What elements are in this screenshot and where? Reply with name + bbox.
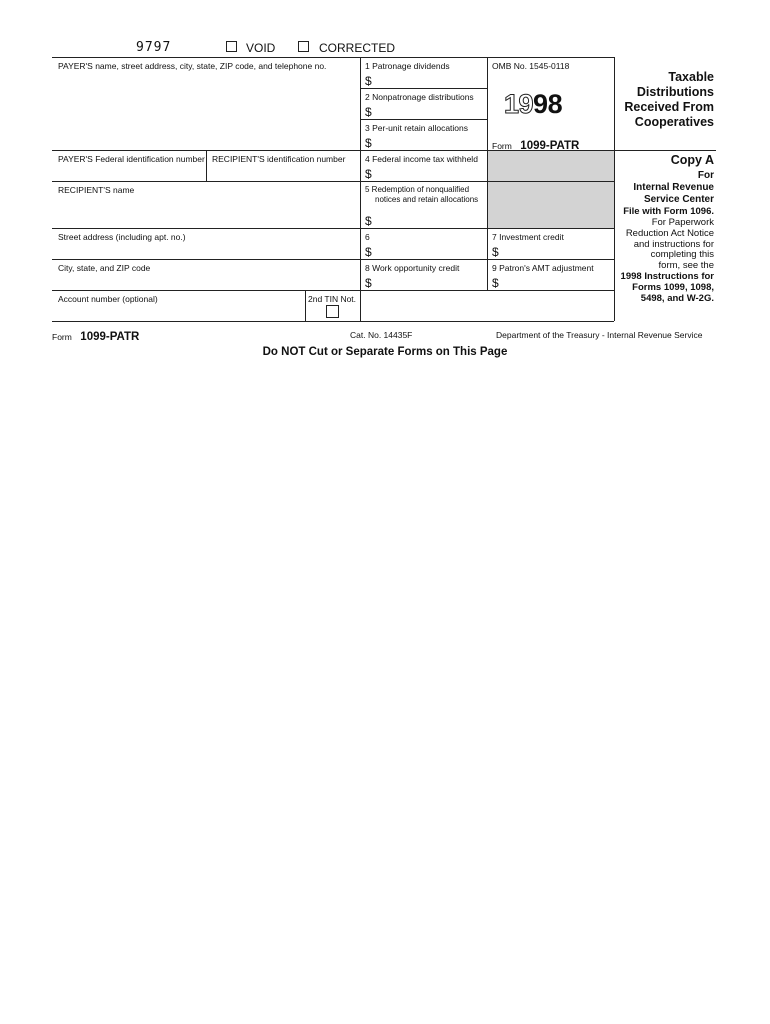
box1-dollar: $ — [365, 74, 372, 88]
recipient-name-field[interactable] — [53, 196, 359, 227]
form-title-line3: Received From — [624, 100, 714, 114]
box4-dollar: $ — [365, 167, 372, 181]
street-address-field[interactable] — [53, 243, 359, 258]
recipient-id-field[interactable] — [207, 165, 359, 180]
street-address-label: Street address (including apt. no.) — [58, 232, 186, 242]
box2-amount-field[interactable] — [378, 103, 486, 118]
form-title-line2: Distributions — [636, 85, 714, 99]
account-number-field[interactable] — [53, 305, 304, 320]
box6-amount-field[interactable] — [378, 243, 486, 258]
box7-label: 7 Investment credit — [492, 232, 564, 242]
payer-id-label: PAYER'S Federal identification number — [58, 154, 205, 164]
box5-amount-field[interactable] — [378, 210, 486, 227]
box3-dollar: $ — [365, 136, 372, 150]
notice-line6: 1998 Instructions for — [620, 270, 714, 282]
second-tin-label: 2nd TIN Not. — [308, 294, 357, 304]
box1-amount-field[interactable] — [378, 72, 486, 87]
form-name: 1099-PATR — [520, 140, 580, 152]
void-checkbox[interactable] — [226, 41, 237, 52]
payer-name-field[interactable] — [53, 72, 359, 149]
catalog-number: Cat. No. 14435F — [350, 330, 413, 340]
box9-amount-field[interactable] — [505, 274, 613, 289]
box9-label: 9 Patron's AMT adjustment — [492, 263, 594, 273]
shaded-area-box4 — [488, 151, 614, 181]
do-not-cut-notice: Do NOT Cut or Separate Forms on This Page — [262, 346, 508, 358]
form-code: 9797 — [136, 40, 172, 55]
payer-id-field[interactable] — [53, 165, 205, 180]
account-number-label: Account number (optional) — [58, 294, 158, 304]
box4-amount-field[interactable] — [378, 165, 486, 180]
notice-line1: For Paperwork — [651, 217, 714, 228]
form-title-line4: Cooperatives — [634, 115, 714, 129]
city-state-zip-label: City, state, and ZIP code — [58, 263, 151, 273]
box6-label: 6 — [365, 232, 370, 242]
box5-label-line1: 5 Redemption of nonqualified — [365, 185, 470, 194]
tax-year-bold: 98 — [533, 89, 563, 119]
notice-line2: Reduction Act Notice — [625, 227, 714, 239]
notice-line7: Forms 1099, 1098, — [632, 281, 714, 293]
corrected-label: CORRECTED — [319, 41, 396, 55]
recipient-name-label: RECIPIENT'S name — [58, 185, 135, 195]
box2-dollar: $ — [365, 105, 372, 119]
form-word: Form — [492, 141, 512, 151]
notice-line5: form, see the — [658, 260, 714, 272]
form-title — [590, 70, 714, 130]
box1-label: 1 Patronage dividends — [365, 61, 450, 71]
box3-amount-field[interactable] — [378, 134, 486, 149]
footer-form-name: 1099-PATR — [80, 331, 140, 343]
irs-line2: Service Center — [643, 194, 714, 205]
form-designation — [492, 136, 579, 154]
box9-dollar: $ — [492, 276, 499, 290]
footer-form-designation — [52, 327, 139, 345]
shaded-area-box5 — [488, 182, 614, 228]
notice-line4: completing this — [650, 249, 714, 261]
recipient-id-label: RECIPIENT'S identification number — [212, 154, 346, 164]
box2-label: 2 Nonpatronage distributions — [365, 92, 474, 102]
omb-number: OMB No. 1545-0118 — [492, 61, 570, 71]
city-state-zip-field[interactable] — [53, 274, 359, 289]
file-with-label: File with Form 1096. — [623, 206, 714, 217]
for-label: For — [697, 170, 714, 181]
box4-label: 4 Federal income tax withheld — [365, 154, 478, 164]
box5-dollar: $ — [365, 214, 372, 228]
notice-line8: 5498, and W-2G. — [640, 292, 714, 304]
box6-dollar: $ — [365, 245, 372, 259]
irs-line1: Internal Revenue — [633, 182, 714, 193]
notice-line3: and instructions for — [633, 238, 714, 250]
void-label: VOID — [246, 41, 276, 55]
box7-amount-field[interactable] — [505, 243, 613, 258]
copy-a-instructions — [610, 170, 714, 304]
department-label: Department of the Treasury - Internal Revenue Service — [496, 330, 703, 340]
box3-label: 3 Per-unit retain allocations — [365, 123, 469, 133]
box8-label: 8 Work opportunity credit — [365, 263, 460, 273]
second-tin-checkbox[interactable] — [326, 305, 339, 318]
footer-form-word: Form — [52, 332, 72, 342]
box7-dollar: $ — [492, 245, 499, 259]
payer-name-label: PAYER'S name, street address, city, state, ZIP code, and telephone no. — [58, 61, 327, 71]
tax-year-outline: 19 — [504, 89, 534, 119]
box8-amount-field[interactable] — [378, 274, 486, 289]
tax-year — [504, 90, 562, 118]
box5-label-line2: notices and retain allocations — [375, 195, 479, 204]
copy-a-label: Copy A — [670, 153, 714, 167]
corrected-checkbox[interactable] — [298, 41, 309, 52]
box8-dollar: $ — [365, 276, 372, 290]
form-title-line1: Taxable — [668, 70, 714, 84]
